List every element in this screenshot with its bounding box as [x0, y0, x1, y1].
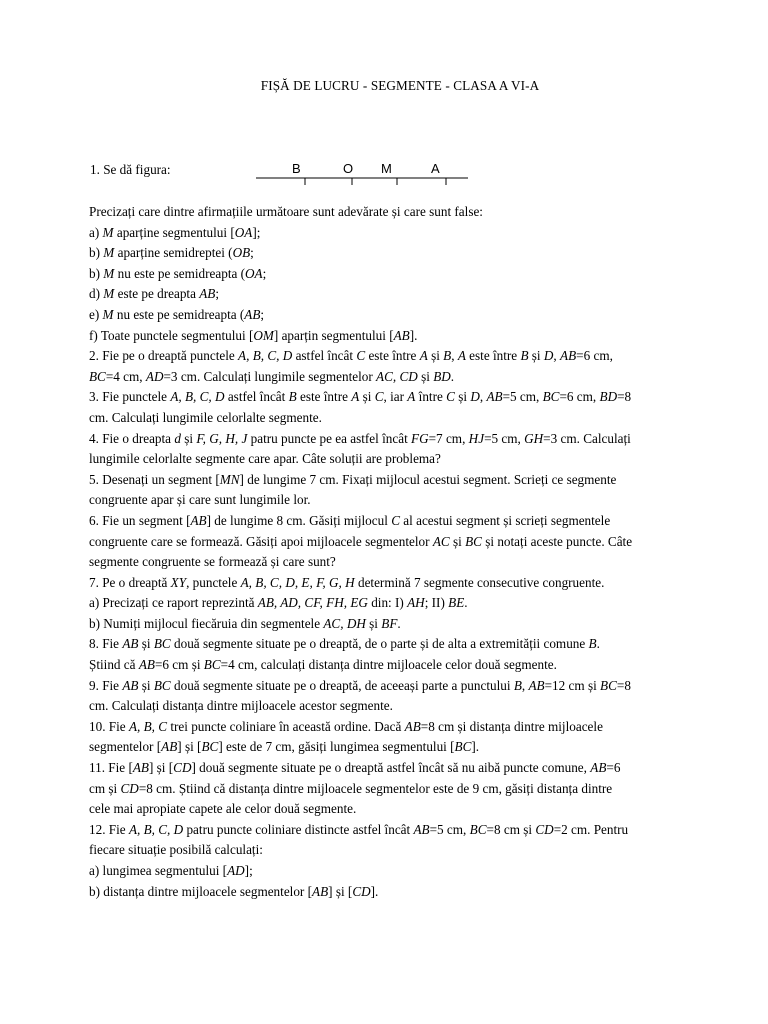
text-line: b) M aparține semidreptei (OB;: [89, 245, 254, 261]
exercise-1-intro: 1. Se dă figura:: [90, 162, 171, 177]
figure-point-o: O: [343, 161, 354, 176]
text-line: 2. Fie pe o dreaptă punctele A, B, C, D astfel încât C este între A și B, A este între B și D, AB=6 cm,: [89, 348, 613, 364]
text-line: segmentelor [AB] și [BC] este de 7 cm, găsiți lungimea segmentului [BC].: [89, 739, 480, 755]
page-title: FIȘĂ DE LUCRU - SEGMENTE - CLASA A VI-A: [260, 78, 540, 93]
text-line: fiecare situație posibilă calculați:: [89, 842, 263, 858]
text-line: cele mai apropiate capete ale celor două segmente.: [89, 801, 357, 817]
text-line: 6. Fie un segment [AB] de lungime 8 cm. Găsiți mijlocul C al acestui segment și scrieți segmentele: [89, 512, 611, 528]
text-line: lungimile celorlalte segmente care apar. Câte soluții are problema?: [89, 451, 441, 467]
text-line: b) Numiți mijlocul fiecăruia din segmentele AC, DH și BF.: [89, 615, 401, 631]
text-line: d) M este pe dreapta AB;: [89, 286, 220, 302]
text-line: cm. Calculați lungimile celorlalte segmente.: [89, 409, 322, 425]
text-line: a) M aparține segmentului [OA];: [89, 224, 261, 240]
text-line: a) Precizați ce raport reprezintă AB, AD, CF, FH, EG din: I) AH; II) BE.: [89, 595, 468, 611]
text-line: 8. Fie AB și BC două segmente situate pe o dreaptă, de o parte și de alta a extremității comune B.: [89, 636, 600, 652]
segment-figure: [250, 158, 480, 190]
text-line: b) distanța dintre mijloacele segmentelor [AB] și [CD].: [89, 883, 379, 899]
text-line: 11. Fie [AB] și [CD] două segmente situate pe o dreaptă astfel încât să nu aibă puncte comune, AB=6: [89, 760, 621, 776]
text-line: segmente congruente se formează și care sunt?: [89, 554, 336, 570]
exercise-text: [89, 202, 729, 902]
text-line: f) Toate punctele segmentului [OM] aparțin segmentului [AB].: [89, 327, 418, 343]
text-line: 7. Pe o dreaptă XY, punctele A, B, C, D, E, F, G, H determină 7 segmente consecutive congruente.: [89, 574, 605, 590]
figure-point-m: M: [381, 161, 392, 176]
text-line: 4. Fie o dreapta d și F, G, H, J patru puncte pe ea astfel încât FG=7 cm, HJ=5 cm, GH=3 cm. Calculați: [89, 430, 631, 446]
figure-point-a: A: [431, 161, 440, 176]
text-line: 12. Fie A, B, C, D patru puncte coliniare distincte astfel încât AB=5 cm, BC=8 cm și CD=2 cm. Pentru: [89, 821, 629, 837]
text-line: Știind că AB=6 cm și BC=4 cm, calculați distanța dintre mijloacele celor două segmente.: [89, 657, 557, 673]
text-line: cm și CD=8 cm. Știind că distanța dintre mijloacele segmentelor este de 9 cm, găsiți distanța dintre: [89, 780, 613, 796]
text-line: cm. Calculați distanța dintre mijloacele acestor segmente.: [89, 698, 393, 714]
text-line: BC=4 cm, AD=3 cm. Calculați lungimile segmentelor AC, CD și BD.: [89, 368, 455, 384]
text-line: b) M nu este pe semidreapta (OA;: [89, 265, 267, 281]
text-line: e) M nu este pe semidreapta (AB;: [89, 306, 265, 322]
text-line: Precizați care dintre afirmațiile următoare sunt adevărate și care sunt false:: [89, 204, 483, 219]
text-line: congruente apar și care sunt lungimile lor.: [89, 492, 311, 508]
text-line: 5. Desenați un segment [MN] de lungime 7 cm. Fixați mijlocul acestui segment. Scrieți ce segmente: [89, 471, 617, 487]
text-line: 10. Fie A, B, C trei puncte coliniare în această ordine. Dacă AB=8 cm și distanța dintre mijloacele: [89, 718, 603, 734]
text-line: 3. Fie punctele A, B, C, D astfel încât B este între A și C, iar A între C și D, AB=5 cm, BC=6 cm, BD=8: [89, 389, 632, 405]
text-line: congruente care se formează. Găsiți apoi mijloacele segmentelor AC și BC și notați aceste puncte. Câte: [89, 533, 633, 549]
figure-point-b: B: [292, 161, 301, 176]
text-line: a) lungimea segmentului [AD];: [89, 863, 253, 878]
text-line: 9. Fie AB și BC două segmente situate pe o dreaptă, de aceeași parte a punctului B, AB=12 cm și BC=8: [89, 677, 631, 693]
